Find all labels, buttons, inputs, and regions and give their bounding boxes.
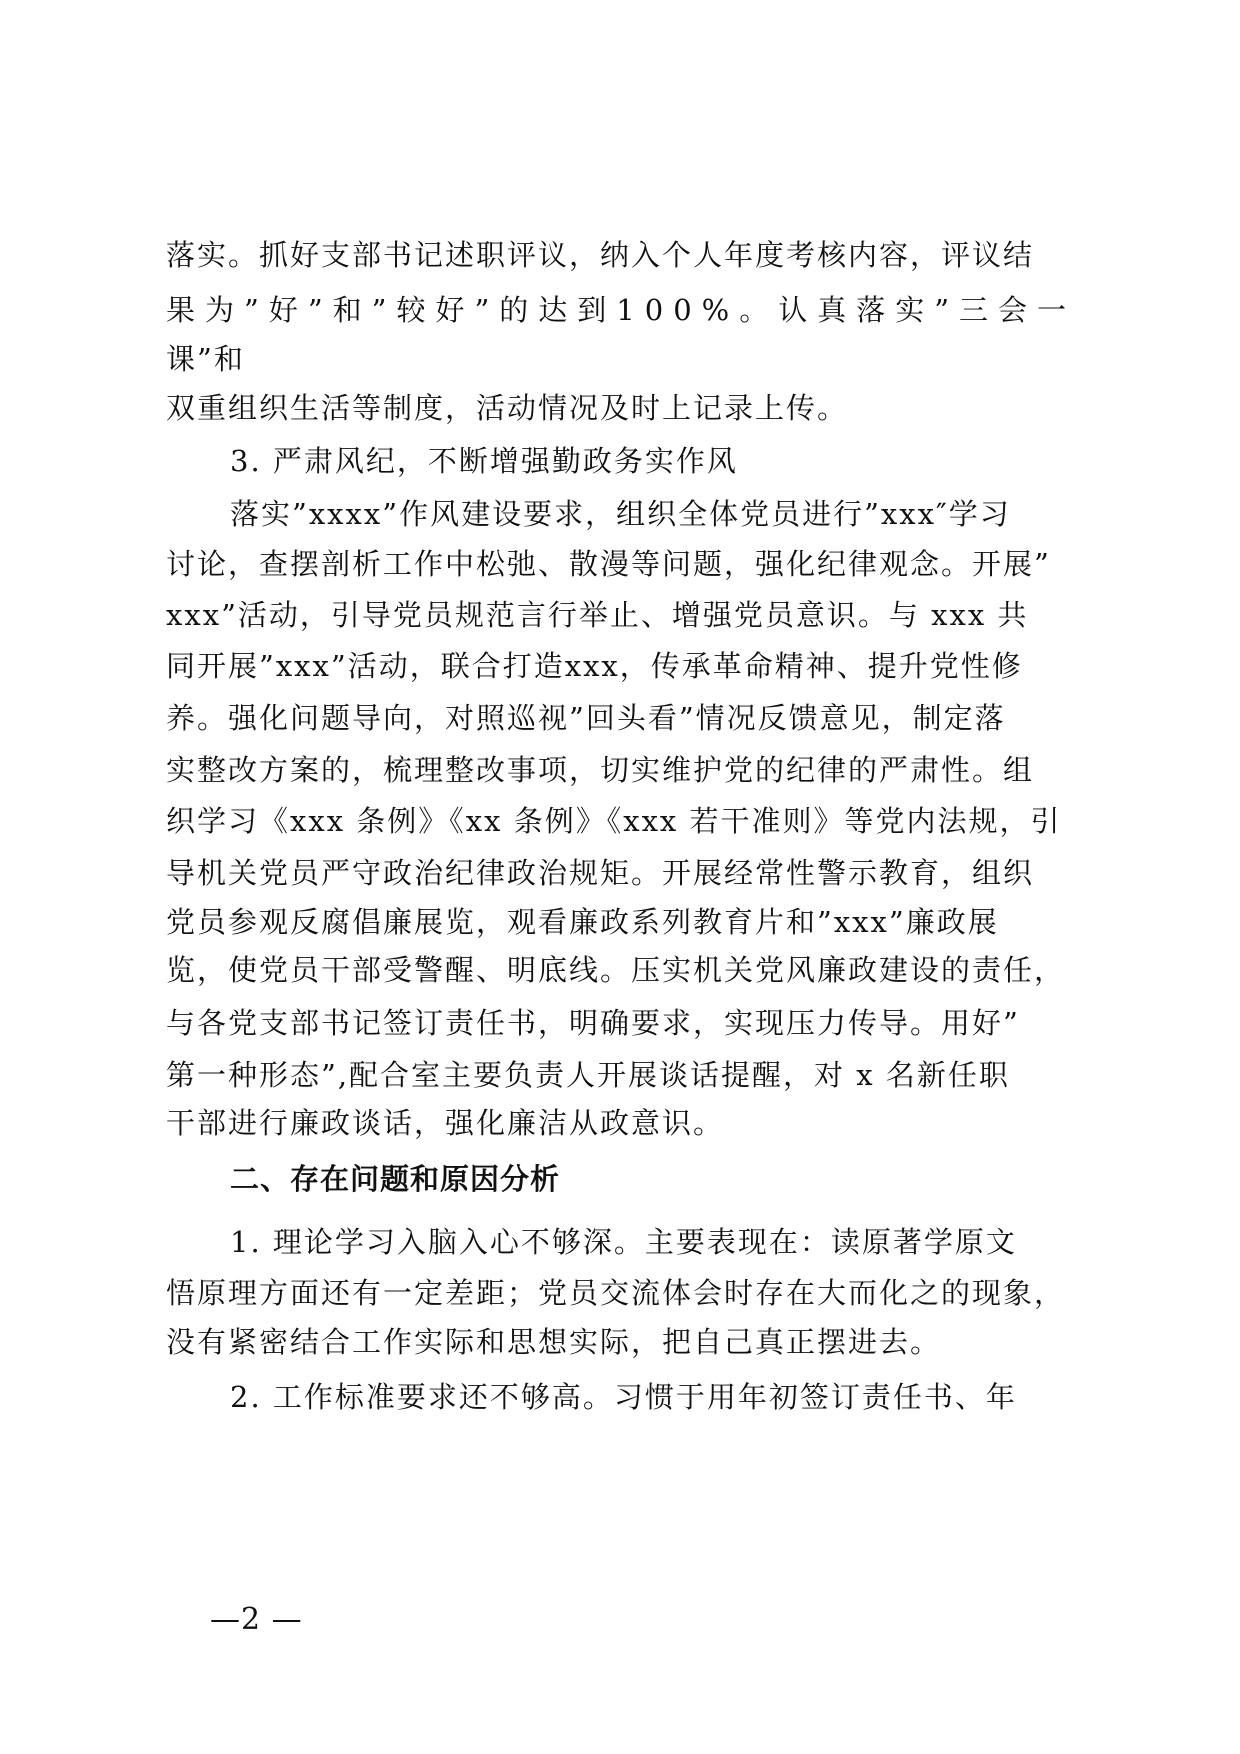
text-line-11: 实整改方案的，梳理整改事项，切实维护党的纪律的严肃性。组 (166, 753, 1035, 787)
text-line-1: 落实。抓好支部书记述职评议，纳入个人年度考核内容，评议结 (166, 238, 1035, 272)
text-line-8: xxx”活动，引导党员规范言行举止、增强党员意识。与 xxx 共 (166, 598, 1029, 632)
text-line-17: 第一种形态”,配合室主要负责人开展谈话提醒，对 x 名新任职 (166, 1058, 1010, 1092)
text-line-14: 党员参观反腐倡廉展览，观看廉政系列教育片和”xxx”廉政展 (166, 905, 999, 939)
text-line-23: 2. 工作标准要求还不够高。习惯于用年初签订责任书、年 (230, 1380, 1017, 1414)
text-line-7: 讨论，查摆剖析工作中松弛、散漫等问题，强化纪律观念。开展” (166, 547, 1051, 581)
text-line-20: 1. 理论学习入脑入心不够深。主要表现在：读原著学原文 (230, 1225, 1017, 1259)
text-line-13: 导机关党员严守政治纪律政治规矩。开展经常性警示教育，组织 (166, 856, 1035, 890)
text-line-12: 织学习《xxx 条例》《xx 条例》《xxx 若干准则》等党内法规，引 (166, 804, 1062, 838)
section-heading-2: 二、存在问题和原因分析 (230, 1162, 561, 1196)
subheading-3: 3. 严肃风纪，不断增强勤政务实作风 (230, 444, 738, 478)
text-line-2: 果为”好”和”较好”的达到100%。认真落实”三会一 (166, 293, 1077, 327)
text-line-6: 落实”xxxx”作风建设要求，组织全体党员进行”xxx″学习 (230, 497, 1011, 531)
text-line-21: 悟原理方面还有一定差距；党员交流体会时存在大而化之的现象， (166, 1276, 1066, 1310)
text-line-3: 课”和 (166, 342, 245, 376)
text-line-9: 同开展”xxx”活动，联合打造xxx，传承革命精神、提升党性修 (166, 649, 1023, 683)
text-line-10: 养。强化问题导向，对照巡视”回头看”情况反馈意见，制定落 (166, 701, 1006, 735)
text-line-4: 双重组织生活等制度，活动情况及时上记录上传。 (166, 391, 849, 425)
text-line-22: 没有紧密结合工作实际和思想实际，把自己真正摆进去。 (166, 1325, 942, 1359)
text-line-15: 览，使党员干部受警醒、明底线。压实机关党风廉政建设的责任， (166, 953, 1066, 987)
text-line-18: 干部进行廉政谈话，强化廉洁从政意识。 (166, 1106, 725, 1140)
page-number: —2 — (210, 1602, 303, 1637)
text-line-16: 与各党支部书记签订责任书，明确要求，实现压力传导。用好” (166, 1006, 1020, 1040)
